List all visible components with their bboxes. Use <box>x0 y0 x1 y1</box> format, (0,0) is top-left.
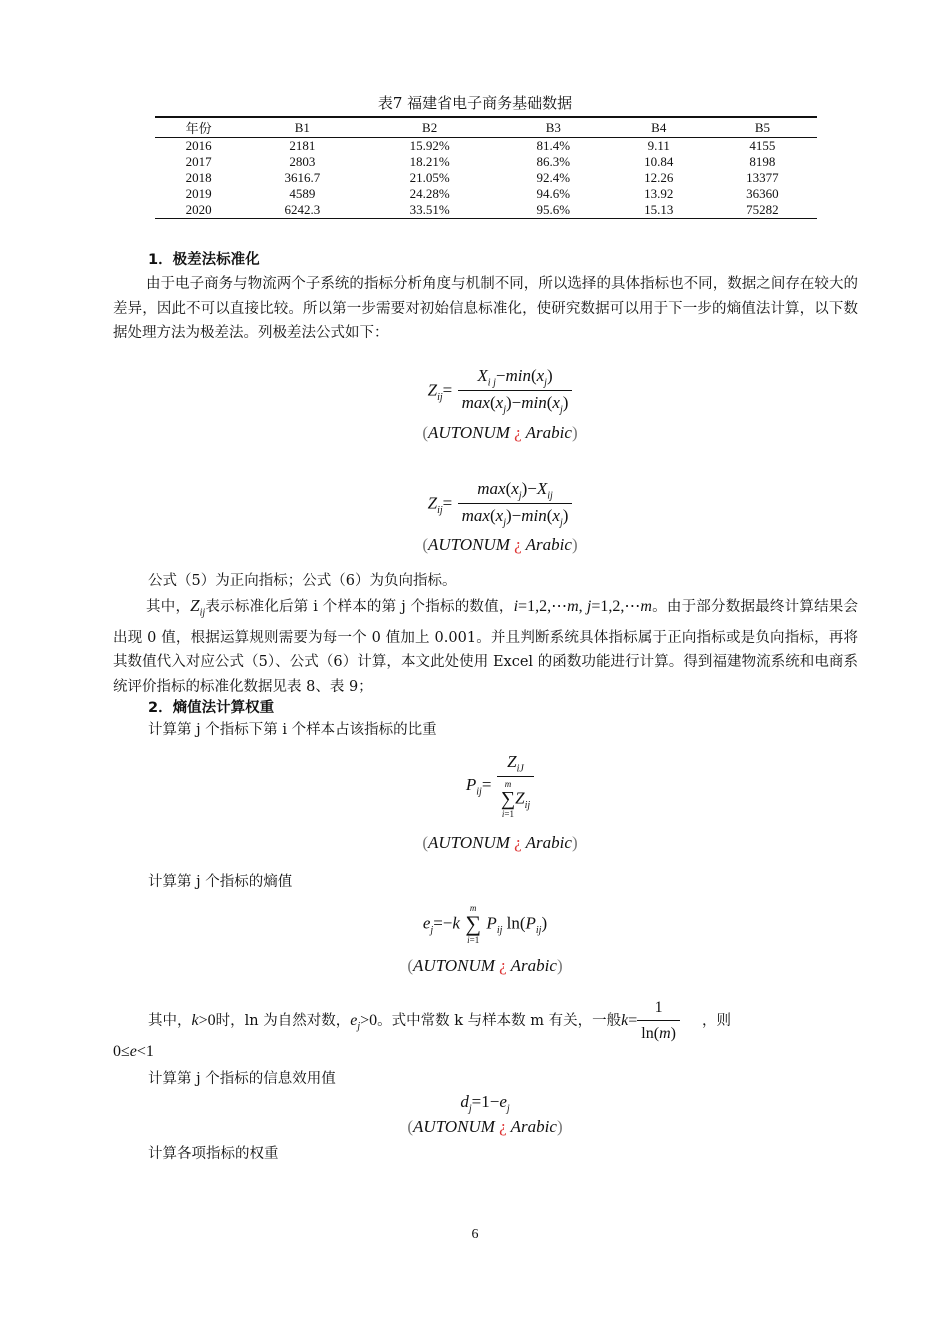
text-run: 其中， <box>148 1013 192 1029</box>
table-cell: 13377 <box>746 170 779 185</box>
text-run: 表示标准化后第 i 个样本的第 j 个指标的数值， <box>205 599 514 615</box>
autonum-mark: ¿ <box>499 956 507 975</box>
table-cell: 81.4% <box>536 138 571 153</box>
table-cell: 10.84 <box>644 154 674 169</box>
autonum-field: (AUTONUM ¿ Arabic) <box>422 423 578 442</box>
text-run: 。式中常数 k 与样本数 m 有关，一般 <box>377 1013 622 1029</box>
math-k-fraction: $\frac{1}{\ln(m)}$ <box>637 998 680 1044</box>
autonum-style: Arabic <box>510 956 557 975</box>
formula-information-utility: $d_j=1-e_j$ <box>460 1092 510 1115</box>
formula-positive-indicator: $Z_{ij}=$ $\frac{X_{i j}-\min(x_j)}{\max(x_j)-\min(x_j)}$ <box>300 366 700 416</box>
autonum-field: (AUTONUM ¿ Arabic) <box>407 1117 563 1136</box>
table-cell: 24.28% <box>409 186 450 201</box>
autonum-field: (AUTONUM ¿ Arabic) <box>422 833 578 852</box>
step-proportion: 计算第 j 个指标下第 i 个样本占该指标的比重 <box>148 722 437 738</box>
table-cell: 2018 <box>185 170 212 185</box>
text-run: 时，ln 为自然对数， <box>215 1013 351 1029</box>
table-cell: 15.92% <box>409 138 450 153</box>
table-cell: 18.21% <box>409 154 450 169</box>
math-k-definition: k= <box>621 1012 638 1029</box>
table-row <box>155 202 817 219</box>
table-cell: 2803 <box>289 154 316 169</box>
table-cell: 15.13 <box>610 202 708 219</box>
table-row <box>155 170 817 186</box>
autonum-mark: ¿ <box>499 1117 507 1136</box>
table-cell: 94.6% <box>536 186 571 201</box>
table-header-row <box>155 117 817 138</box>
col-header-b2: B2 <box>362 117 497 138</box>
autonum-mark: ¿ <box>514 423 522 442</box>
autonum-style: Arabic <box>525 423 572 442</box>
table-cell: 75282 <box>708 202 817 219</box>
table-cell: 13.92 <box>644 186 674 201</box>
text-run: 。由于部分数据最终计算结果会出现 0 值，根据运算规则需要为每一个 0 值加上 0.001。并且判断系统具体指标属于正向指标或是负向指标，再将其数值代入对应公式（5）、公式（6）计算，本文此处使用 Excel 的函数功能进行计算。得到福建物流系统和电商系统评价指标的标准化数据见表 8、表 9； <box>113 599 859 695</box>
autonum-word: AUTONUM <box>428 833 510 852</box>
table-cell: 8198 <box>749 154 776 169</box>
autonum-word: AUTONUM <box>413 1117 495 1136</box>
table-cell: 2181 <box>289 138 316 153</box>
col-header-b4: B4 <box>610 117 708 138</box>
text-run: ，则 <box>701 1013 731 1029</box>
table-cell: 86.3% <box>536 154 571 169</box>
math-e-range: 0≤e<1 <box>113 1043 154 1060</box>
autonum-field: (AUTONUM ¿ Arabic) <box>422 535 578 554</box>
page-number: 6 <box>471 1227 479 1242</box>
section-heading-entropy-weight: 2．熵值法计算权重 <box>148 700 275 716</box>
math-zij: $Z_{ij}$ <box>190 596 206 619</box>
table-cell: 21.05% <box>409 170 450 185</box>
formula-note: 公式（5）为正向指标；公式（6）为负向指标。 <box>148 573 457 589</box>
table-cell: 4589 <box>289 186 316 201</box>
table-cell: 2020 <box>155 202 242 219</box>
autonum-word: AUTONUM <box>413 956 495 975</box>
table-row <box>155 154 817 170</box>
table-cell: 36360 <box>746 186 779 201</box>
col-header-year: 年份 <box>155 117 242 138</box>
table-row <box>155 138 817 155</box>
formula-proportion: $P_{ij}=$ $Z_{iJ}$ m ∑ i=1 $Z_{ij}$ <box>350 752 650 819</box>
section-heading-range-normalization: 1．极差法标准化 <box>148 252 260 268</box>
step-entropy: 计算第 j 个指标的熵值 <box>148 874 293 890</box>
table-row <box>155 186 817 202</box>
col-header-b3: B3 <box>497 117 610 138</box>
autonum-word: AUTONUM <box>428 423 510 442</box>
text-run: 其中， <box>146 599 191 615</box>
autonum-field: (AUTONUM ¿ Arabic) <box>407 956 563 975</box>
col-header-b5: B5 <box>708 117 817 138</box>
table-cell: 2019 <box>185 186 212 201</box>
table-cell: 4155 <box>749 138 776 153</box>
table-cell: 6242.3 <box>242 202 362 219</box>
table-cell: 12.26 <box>644 170 674 185</box>
autonum-mark: ¿ <box>514 535 522 554</box>
autonum-style: Arabic <box>525 833 572 852</box>
k-constant-explanation <box>148 998 860 1047</box>
section1-paragraph: 由于电子商务与物流两个子系统的指标分析角度与机制不同，所以选择的具体指标也不同，数据之间存在较大的差异，因此不可以直接比较。所以第一步需要对初始信息标准化，使研究数据可以用于下一步的熵值法计算，以下数据处理方法为极差法。列极差法公式如下： <box>113 276 858 341</box>
table-cell: 33.51% <box>362 202 497 219</box>
step-information-utility: 计算第 j 个指标的信息效用值 <box>148 1071 336 1087</box>
step-weight: 计算各项指标的权重 <box>148 1146 279 1162</box>
table-cell: 3616.7 <box>284 170 321 185</box>
data-table <box>155 116 817 219</box>
math-k-positive: k>0 <box>191 1012 216 1029</box>
col-header-b1: B1 <box>242 117 362 138</box>
formula-entropy: $e_j=-k$ m ∑ i=1 $P_{ij}$ $\ln(P_{ij})$ <box>422 903 548 945</box>
table-caption: 表7 福建省电子商务基础数据 <box>377 94 573 112</box>
formula-negative-indicator: $Z_{ij}=$ $\frac{\max(x_j)-X_{ij}}{\max(x_j)-\min(x_j)}$ <box>300 479 700 529</box>
autonum-mark: ¿ <box>514 833 522 852</box>
math-index-range: i=1,2,⋯m, j=1,2,⋯m <box>513 598 652 615</box>
table-cell: 95.6% <box>497 202 610 219</box>
autonum-style: Arabic <box>510 1117 557 1136</box>
math-ej-positive: $e_j>0$ <box>350 1012 378 1033</box>
table-cell: 2016 <box>185 138 212 153</box>
autonum-style: Arabic <box>525 535 572 554</box>
table-cell: 92.4% <box>536 170 571 185</box>
table-cell: 2017 <box>185 154 212 169</box>
table-cell: 9.11 <box>647 138 670 153</box>
notes-paragraph <box>113 594 858 699</box>
autonum-word: AUTONUM <box>428 535 510 554</box>
